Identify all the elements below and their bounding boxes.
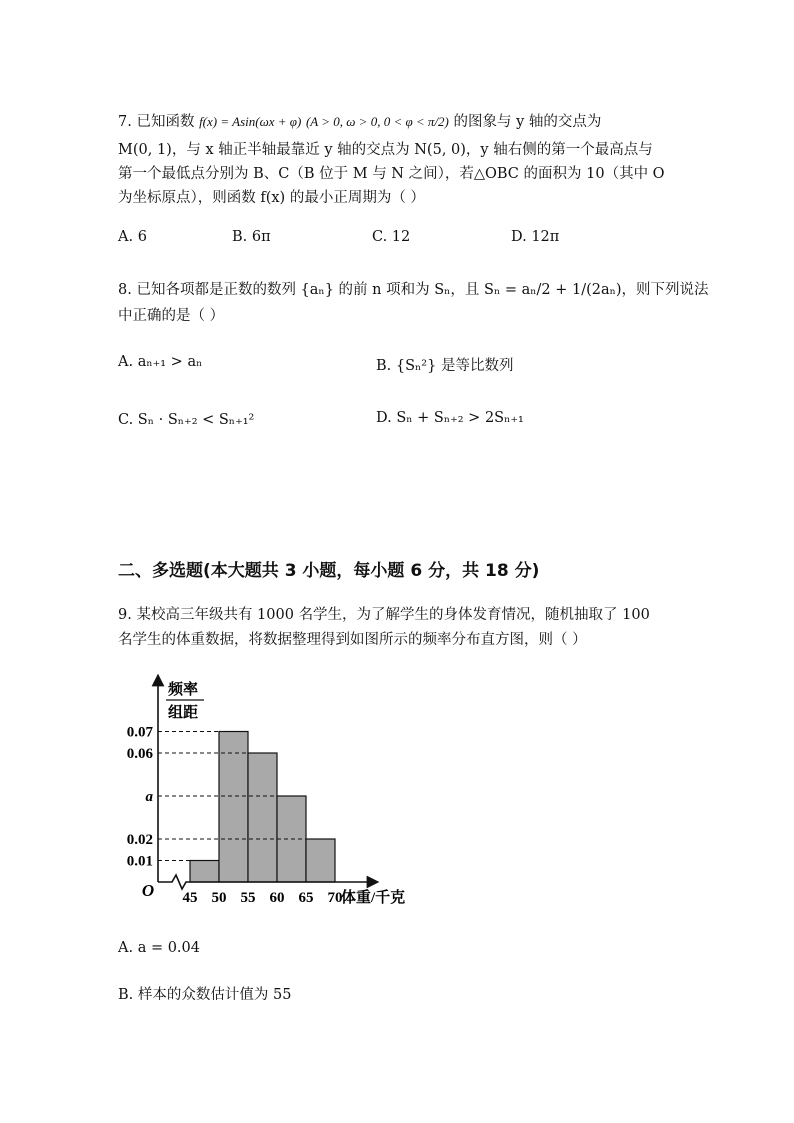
x-tick-label: 55 [240, 890, 256, 906]
q9-option-b[interactable]: B. 样本的众数估计值为 55 [118, 987, 292, 1003]
x-axis-label: 体重/千克 [341, 890, 406, 906]
x-tick-label: 65 [298, 890, 314, 906]
q8-option-a[interactable]: A. aₙ₊₁ > aₙ [118, 354, 203, 370]
origin-label: O [141, 881, 155, 900]
q9-line2: 名学生的体重数据，将数据整理得到如图所示的频率分布直方图，则（ ） [118, 632, 587, 648]
q7-conditions: (A > 0, ω > 0, 0 < φ < π/2) [305, 114, 449, 129]
q9-line1: 9. 某校高三年级共有 1000 名学生，为了解学生的身体发育情况，随机抽取了 100 [118, 607, 650, 623]
q9-option-a[interactable]: A. a = 0.04 [118, 940, 200, 956]
q7-option-c[interactable]: C. 12 [372, 229, 411, 245]
x-tick-label: 70 [327, 890, 343, 906]
histogram-bar [190, 861, 219, 883]
histogram-bar [306, 839, 335, 882]
q7-line1 [118, 112, 601, 132]
y-axis-label-denominator: 组距 [168, 705, 199, 721]
q7-function: f(x) = Asin(ωx + φ) [199, 114, 302, 129]
q7-line2: M(0, 1)，与 x 轴正半轴最靠近 y 轴的交点为 N(5, 0)，y 轴右侧的第一个最高点与 [118, 142, 653, 158]
y-tick-label: 0.06 [126, 746, 153, 762]
y-tick-label: 0.07 [126, 724, 153, 741]
q8-option-c[interactable]: C. Sₙ · Sₙ₊₂ < Sₙ₊₁² [118, 412, 255, 428]
q8-line1: 8. 已知各项都是正数的数列 {aₙ} 的前 n 项和为 Sₙ，且 Sₙ = aₙ/2 + 1/(2aₙ)，则下列说法 [118, 282, 709, 298]
y-tick-label: a [145, 789, 153, 805]
y-tick-label: 0.01 [126, 853, 153, 870]
x-tick-label: 45 [182, 890, 198, 906]
y-tick-label: 0.02 [126, 832, 153, 848]
x-tick-label: 60 [269, 890, 285, 906]
q7-line3: 第一个最低点分别为 B、C（B 位于 M 与 N 之间），若△OBC 的面积为 10（其中 O [118, 166, 665, 182]
section-title: 二、多选题(本大题共 3 小题，每小题 6 分，共 18 分) [118, 561, 540, 581]
y-axis-label-numerator: 频率 [168, 682, 199, 698]
q8-option-d[interactable]: D. Sₙ + Sₙ₊₂ > 2Sₙ₊₁ [376, 410, 524, 426]
q7-option-a[interactable]: A. 6 [118, 229, 147, 245]
q7-option-b[interactable]: B. 6π [232, 229, 271, 245]
q8-option-b[interactable]: B. {Sₙ²} 是等比数列 [376, 358, 514, 374]
histogram-bar [248, 753, 277, 882]
q7-intro-end: 的图象与 y 轴的交点为 [453, 114, 602, 130]
q7-line4: 为坐标原点），则函数 f(x) 的最小正周期为（ ） [118, 190, 425, 206]
q7-option-d[interactable]: D. 12π [511, 229, 560, 245]
q8-line2: 中正确的是（ ） [118, 308, 225, 324]
q7-intro: 7. 已知函数 [118, 114, 195, 130]
x-tick-label: 50 [211, 890, 227, 906]
frequency-histogram [120, 672, 440, 912]
histogram-bar [219, 732, 248, 883]
